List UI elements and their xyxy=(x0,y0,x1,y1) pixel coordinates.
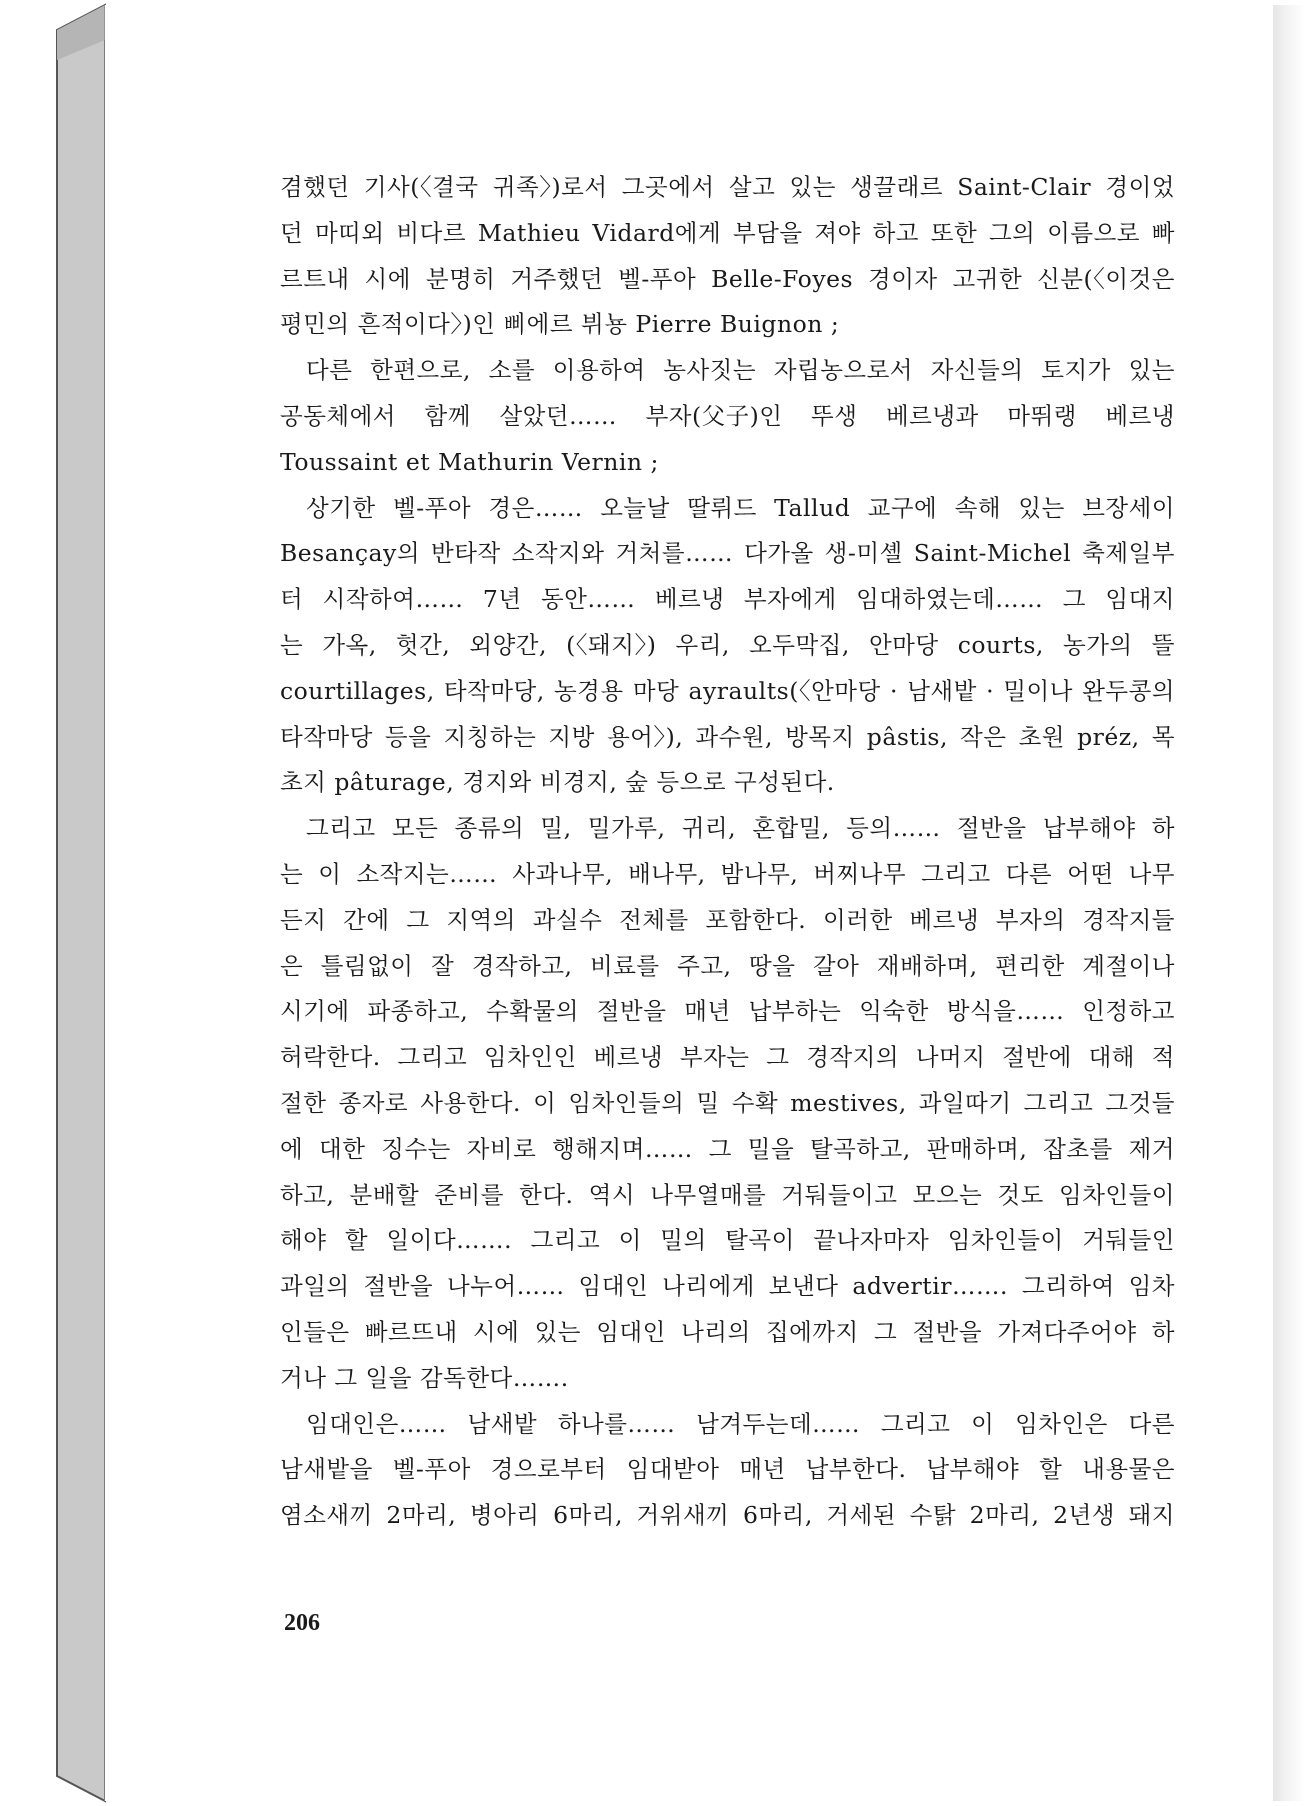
text-line: 는 이 소작지는…… 사과나무, 배나무, 밤나무, 버찌나무 그리고 다른 어떤 나무 xyxy=(280,859,1175,888)
text-line: Toussaint et Mathurin Vernin ; xyxy=(280,447,659,476)
page-edge-shadow xyxy=(1273,5,1305,1801)
text-line: 다른 한편으로, 소를 이용하여 농사짓는 자립농으로서 자신들의 토지가 있는 xyxy=(306,356,1175,385)
text-line: 염소새끼 2마리, 병아리 6마리, 거위새끼 6마리, 거세된 수탉 2마리, 2년생 돼지 xyxy=(280,1501,1175,1530)
text-line: 르트내 시에 분명히 거주했던 벨-푸아 Belle-Foyes 경이자 고귀한 신분(〈이것은 xyxy=(280,264,1175,293)
text-line: 그리고 모든 종류의 밀, 밀가루, 귀리, 혼합밀, 등의…… 절반을 납부해야 하 xyxy=(306,814,1175,843)
text-line: 타작마당 등을 지칭하는 지방 용어〉), 과수원, 방목지 pâstis, 작은 초원 préz, 목 xyxy=(280,722,1175,751)
text-line: 던 마띠외 비다르 Mathieu Vidard에게 부담을 져야 하고 또한 그의 이름으로 빠 xyxy=(280,218,1175,247)
text-line: 는 가옥, 헛간, 외양간, (〈돼지〉) 우리, 오두막집, 안마당 courts, 농가의 뜰 xyxy=(280,630,1175,659)
text-line: 허락한다. 그리고 임차인인 베르냉 부자는 그 경작지의 나머지 절반에 대해 적 xyxy=(280,1043,1175,1072)
text-line: 초지 pâturage, 경지와 비경지, 숲 등으로 구성된다. xyxy=(280,768,835,797)
page-number: 206 xyxy=(284,1610,320,1636)
text-line: 해야 할 일이다……. 그리고 이 밀의 탈곡이 끝나자마자 임차인들이 거둬들인 xyxy=(280,1226,1175,1255)
text-line: courtillages, 타작마당, 농경용 마당 ayraults(〈안마당 · 남새밭 · 밀이나 완두콩의 xyxy=(280,676,1175,705)
text-line: 든지 간에 그 지역의 과실수 전체를 포함한다. 이러한 베르냉 부자의 경작지들 xyxy=(280,905,1175,934)
text-line: 절한 종자로 사용한다. 이 임차인들의 밀 수확 mestives, 과일따기 그리고 그것들 xyxy=(280,1088,1175,1117)
text-line: 임대인은…… 남새밭 하나를…… 남겨두는데…… 그리고 이 임차인은 다른 xyxy=(306,1409,1175,1438)
text-line: 하고, 분배할 준비를 한다. 역시 나무열매를 거둬들이고 모으는 것도 임차인들이 xyxy=(280,1180,1175,1209)
text-line: Besançay의 반타작 소작지와 거처를…… 다가올 생-미셸 Saint-Michel 축제일부 xyxy=(280,539,1175,568)
text-line: 에 대한 징수는 자비로 행해지며…… 그 밀을 탈곡하고, 판매하며, 잡초를 제거 xyxy=(280,1134,1175,1163)
text-line: 은 틀림없이 잘 경작하고, 비료를 주고, 땅을 갈아 재배하며, 편리한 계절이나 xyxy=(280,951,1175,980)
text-line: 터 시작하여…… 7년 동안…… 베르냉 부자에게 임대하였는데…… 그 임대지 xyxy=(280,585,1175,614)
text-line: 남새밭을 벨-푸아 경으로부터 임대받아 매년 납부한다. 납부해야 할 내용물은 xyxy=(280,1455,1175,1484)
text-line: 시기에 파종하고, 수확물의 절반을 매년 납부하는 익숙한 방식을…… 인정하고 xyxy=(280,997,1175,1026)
text-line: 공동체에서 함께 살았던…… 부자(父子)인 뚜생 베르냉과 마뛰랭 베르냉 xyxy=(280,401,1175,430)
body-text xyxy=(280,165,1175,1539)
text-line: 과일의 절반을 나누어…… 임대인 나리에게 보낸다 advertir……. 그리하여 임차 xyxy=(280,1272,1175,1301)
text-line: 인들은 빠르뜨내 시에 있는 임대인 나리의 집에까지 그 절반을 가져다주어야 하 xyxy=(280,1317,1175,1346)
text-line: 상기한 벨-푸아 경은…… 오늘날 딸뤼드 Tallud 교구에 속해 있는 브장세이 xyxy=(306,493,1175,522)
text-line: 거나 그 일을 감독한다……. xyxy=(280,1363,569,1392)
text-line: 겸했던 기사(〈결국 귀족〉)로서 그곳에서 살고 있는 생끌래르 Saint-Clair 경이었 xyxy=(280,173,1175,201)
text-line: 평민의 흔적이다〉)인 삐에르 뷔뇽 Pierre Buignon ; xyxy=(280,310,840,339)
